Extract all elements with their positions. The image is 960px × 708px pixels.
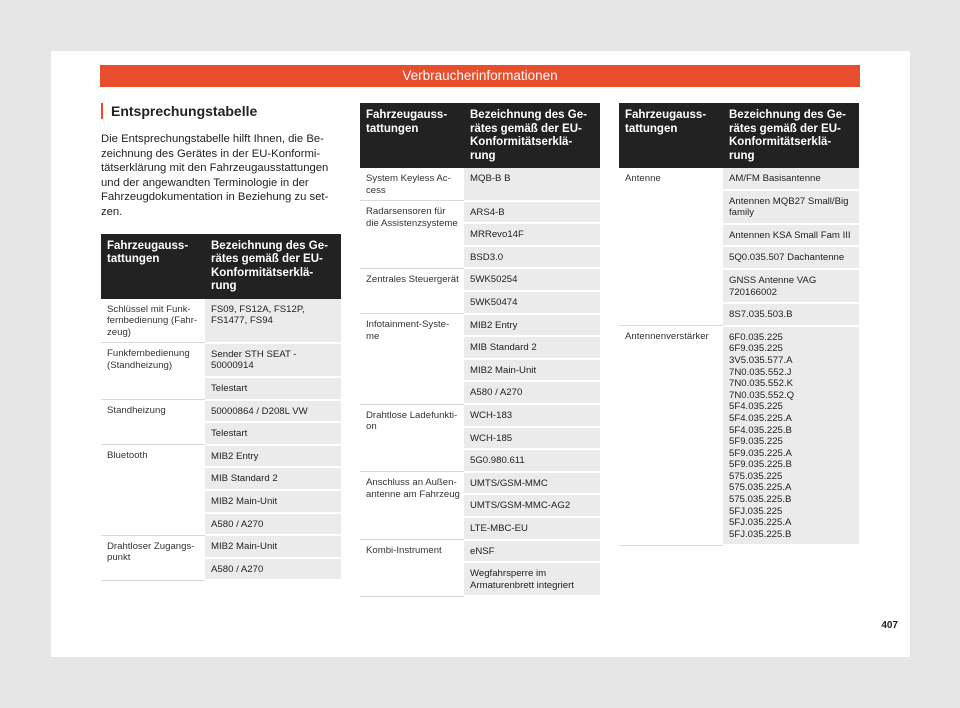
header-equipment: Fahrzeugauss-tattungen bbox=[360, 103, 464, 168]
table-row bbox=[101, 400, 341, 423]
equipment-cell: Antenne bbox=[619, 168, 723, 326]
equipment-cell: Bluetooth bbox=[101, 445, 205, 535]
equipment-cell: Infotainment-Syste-me bbox=[360, 314, 464, 404]
header-designation: Bezeichnung des Ge-rätes gemäß der EU-Konformitätserklä-rung bbox=[723, 103, 859, 168]
designation-cell: 5Q0.035.507 Dachantenne bbox=[723, 246, 859, 269]
equipment-cell: Funkfernbedienung (Standheizung) bbox=[101, 343, 205, 400]
designation-cell: BSD3.0 bbox=[464, 246, 600, 269]
designation-cell: MQB-B B bbox=[464, 168, 600, 201]
designation-cell: MIB Standard 2 bbox=[464, 336, 600, 359]
header-equipment: Fahrzeugauss-tattungen bbox=[101, 234, 205, 299]
table-row bbox=[101, 445, 341, 468]
designation-cell: Wegfahrsperre im Armaturenbrett integriert bbox=[464, 562, 600, 596]
designation-cell: Sender STH SEAT - 50000914 bbox=[205, 343, 341, 377]
table-row bbox=[101, 535, 341, 558]
table-row bbox=[360, 540, 600, 563]
equipment-cell: Standheizung bbox=[101, 400, 205, 445]
table-row bbox=[619, 326, 859, 546]
manual-page bbox=[51, 51, 910, 657]
designation-cell: MRRevo14F bbox=[464, 223, 600, 246]
designation-cell: ARS4-B bbox=[464, 201, 600, 224]
designation-cell: 8S7.035.503.B bbox=[723, 303, 859, 326]
designation-cell: GNSS Antenne VAG 720166002 bbox=[723, 269, 859, 303]
table-row bbox=[360, 404, 600, 427]
correspondence-table-3 bbox=[619, 103, 859, 546]
designation-cell: MIB2 Main-Unit bbox=[205, 535, 341, 558]
column-3 bbox=[619, 103, 859, 546]
table-row bbox=[360, 201, 600, 224]
column-2 bbox=[360, 103, 600, 597]
equipment-cell: Antennenverstärker bbox=[619, 326, 723, 546]
page-number: 407 bbox=[881, 620, 898, 631]
designation-cell: FS09, FS12A, FS12P, FS1477, FS94 bbox=[205, 299, 341, 343]
designation-cell: LTE-MBC-EU bbox=[464, 517, 600, 540]
designation-cell: Antennen MQB27 Small/Big family bbox=[723, 190, 859, 224]
designation-cell: MIB Standard 2 bbox=[205, 467, 341, 490]
section-title: Entsprechungstabelle bbox=[101, 103, 341, 119]
designation-cell: WCH-183 bbox=[464, 404, 600, 427]
equipment-cell: Zentrales Steuergerät bbox=[360, 268, 464, 313]
designation-cell: Telestart bbox=[205, 377, 341, 400]
header-designation: Bezeichnung des Ge-rätes gemäß der EU-Konformitätserklä-rung bbox=[205, 234, 341, 299]
designation-cell: MIB2 Main-Unit bbox=[464, 359, 600, 382]
designation-cell: MIB2 Main-Unit bbox=[205, 490, 341, 513]
designation-cell: eNSF bbox=[464, 540, 600, 563]
table-row bbox=[360, 472, 600, 495]
designation-cell: 50000864 / D208L VW bbox=[205, 400, 341, 423]
table-row bbox=[101, 343, 341, 377]
table-row bbox=[101, 299, 341, 343]
table-row bbox=[360, 314, 600, 337]
designation-cell: A580 / A270 bbox=[464, 381, 600, 404]
table-row bbox=[360, 168, 600, 201]
designation-cell: 5G0.980.611 bbox=[464, 449, 600, 472]
designation-cell: A580 / A270 bbox=[205, 513, 341, 536]
designation-cell: AM/FM Basisantenne bbox=[723, 168, 859, 190]
correspondence-table-1 bbox=[101, 234, 341, 582]
equipment-cell: Drahtlose Ladefunkti-on bbox=[360, 404, 464, 472]
designation-cell: MIB2 Entry bbox=[464, 314, 600, 337]
equipment-cell: System Keyless Ac-cess bbox=[360, 168, 464, 201]
equipment-cell: Anschluss an Außen-antenne am Fahrzeug bbox=[360, 472, 464, 540]
designation-cell: Antennen KSA Small Fam III bbox=[723, 224, 859, 247]
table-row bbox=[360, 268, 600, 291]
section-banner: Verbraucherinformationen bbox=[100, 65, 860, 87]
intro-paragraph: Die Entsprechungstabelle hilft Ihnen, die Be-zeichnung des Gerätes in der EU-Konformi-tätserklärung mit den Fahrzeugausstattungen und der angewandten Terminologie in der Fahrzeugdokumentation in Beziehung zu set-zen. bbox=[101, 133, 329, 218]
designation-cell: 6F0.035.225 6F9.035.225 3V5.035.577.A 7N0.035.552.J 7N0.035.552.K 7N0.035.552.Q 5F4.035.225 5F4.035.225.A 5F4.035.225.B 5F9.035.225 5F9.035.225.A 5F9.035.225.B 575.035.225 575.035.225.A 575.035.225.B 5FJ.035.225 5FJ.035.225.A 5FJ.035.225.B bbox=[723, 326, 859, 546]
designation-cell: MIB2 Entry bbox=[205, 445, 341, 468]
header-equipment: Fahrzeugauss-tattungen bbox=[619, 103, 723, 168]
correspondence-table-2 bbox=[360, 103, 600, 597]
designation-cell: Telestart bbox=[205, 422, 341, 445]
designation-cell: UMTS/GSM-MMC-AG2 bbox=[464, 494, 600, 517]
table-row bbox=[619, 168, 859, 190]
designation-cell: A580 / A270 bbox=[205, 558, 341, 581]
header-designation: Bezeichnung des Ge-rätes gemäß der EU-Konformitätserklä-rung bbox=[464, 103, 600, 168]
equipment-cell: Radarsensoren für die Assistenzsysteme bbox=[360, 201, 464, 269]
equipment-cell: Schlüssel mit Funk-fernbedienung (Fahr-zeug) bbox=[101, 299, 205, 343]
designation-cell: UMTS/GSM-MMC bbox=[464, 472, 600, 495]
equipment-cell: Drahtloser Zugangs-punkt bbox=[101, 535, 205, 580]
designation-cell: 5WK50254 bbox=[464, 268, 600, 291]
designation-cell: 5WK50474 bbox=[464, 291, 600, 314]
column-1 bbox=[101, 103, 341, 581]
equipment-cell: Kombi-Instrument bbox=[360, 540, 464, 597]
designation-cell: WCH-185 bbox=[464, 427, 600, 450]
